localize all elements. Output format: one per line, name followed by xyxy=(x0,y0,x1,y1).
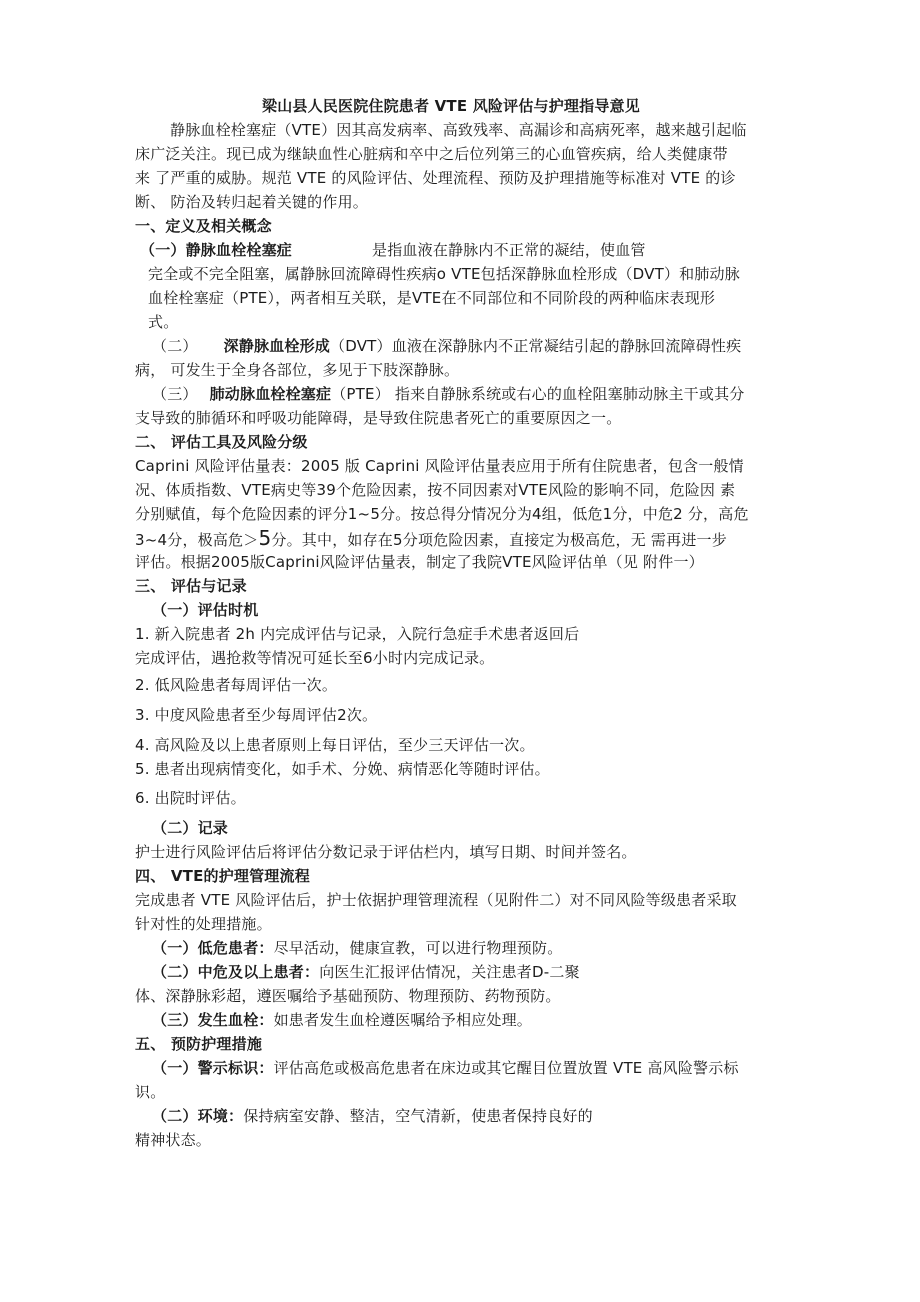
term-text: 尽早活动，健康宣教，可以进行物理预防。 xyxy=(273,939,563,957)
paragraph-line: 病， 可发生于全身各部位，多见于下肢深静脉。 xyxy=(135,361,460,379)
paragraph-line: 况、体质指数、VTE病史等39个危险因素，按不同因素对VTE风险的影响不同，危险因 素 xyxy=(135,481,736,499)
list-item: 1. 新入院患者 2h 内完成评估与记录，入院行急症手术患者返回后 xyxy=(135,625,580,643)
document-title: 梁山县人民医院住院患者 VTE 风险评估与护理指导意见 xyxy=(262,97,640,115)
term-label: （一）警示标识： xyxy=(152,1059,274,1077)
section-heading: 四、 VTE的护理管理流程 xyxy=(135,867,310,885)
intro-line: 静脉血栓栓塞症（VTE）因其高发病率、高致残率、高漏诊和高病死率，越来越引起临 xyxy=(170,121,747,139)
list-item: 4. 高风险及以上患者原则上每日评估，至少三天评估一次。 xyxy=(135,736,535,754)
item-number: （二） xyxy=(152,337,198,355)
paragraph-line: 分别赋值，每个危险因素的评分1~5分。按总得分情况分为4组，低危1分，中危2 分，高危 xyxy=(135,505,749,523)
term-text: （PTE） 指来自静脉系统或右心的血栓阻塞肺动脉主干或其分 xyxy=(331,385,745,403)
paragraph-line: 护士进行风险评估后将评估分数记录于评估栏内，填写日期、时间并签名。 xyxy=(135,843,637,861)
term-label: 肺动脉血栓栓塞症 xyxy=(209,385,332,403)
section-heading: 一、定义及相关概念 xyxy=(135,217,272,235)
term-label: 深静脉血栓形成 xyxy=(223,337,331,355)
term-text: 评估高危或极高危患者在床边或其它醒目位置放置 VTE 高风险警示标 xyxy=(273,1059,739,1077)
text-fragment: 3~4分，极高危＞ xyxy=(135,531,259,549)
list-item: 3. 中度风险患者至少每周评估2次。 xyxy=(135,706,378,724)
definition-vte xyxy=(140,239,646,261)
term-text: 是指血液在静脉内不正常的凝结，使血管 xyxy=(372,241,646,259)
term-text: 向医生汇报评估情况，关注患者D-二聚 xyxy=(319,963,580,981)
subsection-heading: （一）评估时机 xyxy=(152,601,259,619)
term-label: （二）环境： xyxy=(152,1107,244,1125)
warning-sign-item xyxy=(152,1057,739,1079)
environment-item xyxy=(152,1105,593,1127)
list-item: 完成评估，遇抢救等情况可延长至6小时内完成记录。 xyxy=(135,649,495,667)
paragraph-line: 识。 xyxy=(135,1083,166,1101)
paragraph-line xyxy=(135,527,727,551)
subsection-heading: （二）记录 xyxy=(152,819,229,837)
paragraph-line: 针对性的处理措施。 xyxy=(135,915,272,933)
low-risk-item xyxy=(152,937,562,959)
mid-risk-item xyxy=(152,961,580,983)
item-number: （三） xyxy=(152,385,198,403)
section-heading: 三、 评估与记录 xyxy=(135,577,247,595)
paragraph-line: 血栓栓塞症（PTE），两者相互关联，是VTE在不同部位和不同阶段的两种临床表现形 xyxy=(148,289,716,307)
text-fragment: 分。其中，如存在5分项危险因素，直接定为极高危，无 需再进一步 xyxy=(271,531,727,549)
definition-pte xyxy=(152,383,744,405)
intro-line: 断、 防治及转归起着关键的作用。 xyxy=(135,193,368,211)
term-label: （三）发生血栓： xyxy=(152,1011,274,1029)
paragraph-line: 评估。根据2005版Caprini风险评估量表，制定了我院VTE风险评估单（见 附件一） xyxy=(135,553,704,571)
term-text: 保持病室安静、整洁，空气清新，使患者保持良好的 xyxy=(243,1107,593,1125)
paragraph-line: Caprini 风险评估量表：2005 版 Caprini 风险评估量表应用于所有住院患者，包含一般情 xyxy=(135,457,744,475)
paragraph-line: 完全或不完全阻塞，属静脉回流障碍性疾病o VTE包括深静脉血栓形成（DVT）和肺动脉 xyxy=(148,265,740,283)
thrombosis-item xyxy=(152,1009,532,1031)
term-label: （二）中危及以上患者： xyxy=(152,963,320,981)
paragraph-line: 体、深静脉彩超，遵医嘱给予基础预防、物理预防、药物预防。 xyxy=(135,987,561,1005)
term-label: （一）低危患者： xyxy=(152,939,274,957)
paragraph-line: 完成患者 VTE 风险评估后，护士依据护理管理流程（见附件二）对不同风险等级患者采取 xyxy=(135,891,737,909)
intro-line: 床广泛关注。现已成为继缺血性心脏病和卒中之后位列第三的心血管疾病，给人类健康带 xyxy=(135,145,728,163)
definition-dvt xyxy=(152,335,741,357)
term-label: （一）静脉血栓栓塞症 xyxy=(140,241,293,259)
paragraph-line: 支导致的肺循环和呼吸功能障碍，是导致住院患者死亡的重要原因之一。 xyxy=(135,409,622,427)
section-heading: 二、 评估工具及风险分级 xyxy=(135,433,308,451)
term-text: （DVT）血液在深静脉内不正常凝结引起的静脉回流障碍性疾 xyxy=(330,337,742,355)
list-item: 2. 低风险患者每周评估一次。 xyxy=(135,676,338,694)
list-item: 6. 出院时评估。 xyxy=(135,789,246,807)
intro-line: 来 了严重的威胁。规范 VTE 的风险评估、处理流程、预防及护理措施等标准对 VTE 的诊 xyxy=(135,169,736,187)
emphasized-number: 5 xyxy=(258,526,272,550)
list-item: 5. 患者出现病情变化，如手术、分娩、病情恶化等随时评估。 xyxy=(135,760,550,778)
paragraph-line: 精神状态。 xyxy=(135,1131,212,1149)
section-heading: 五、 预防护理措施 xyxy=(135,1035,263,1053)
paragraph-line: 式。 xyxy=(148,313,179,331)
term-text: 如患者发生血栓遵医嘱给予相应处理。 xyxy=(273,1011,533,1029)
